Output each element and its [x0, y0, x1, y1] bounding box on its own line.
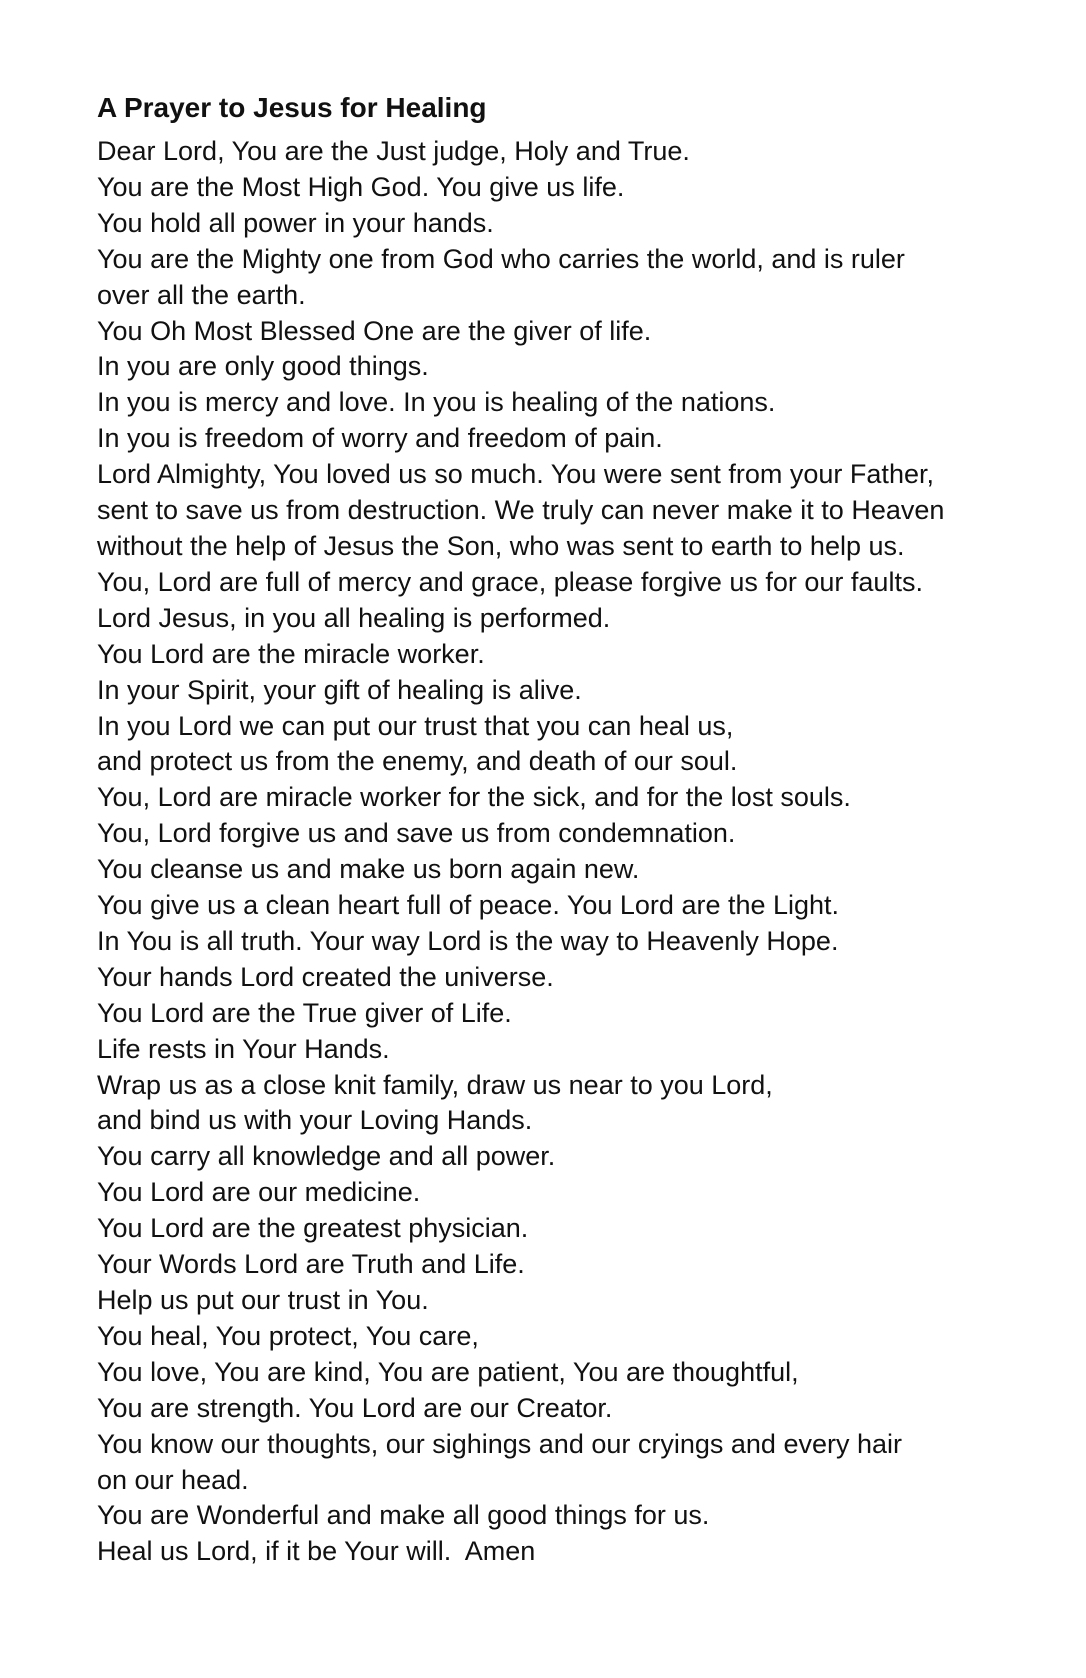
prayer-line: You are strength. You Lord are our Creator.: [97, 1392, 613, 1423]
prayer-line: You are Wonderful and make all good things for us.: [97, 1500, 710, 1531]
prayer-line: You are the Mighty one from God who carries the world, and is ruler: [97, 243, 905, 274]
prayer-line: without the help of Jesus the Son, who was sent to earth to help us.: [97, 530, 905, 561]
prayer-line: sent to save us from destruction. We truly can never make it to Heaven: [97, 495, 945, 526]
prayer-line: You Lord are our medicine.: [97, 1177, 421, 1208]
prayer-line: In your Spirit, your gift of healing is alive.: [97, 674, 582, 705]
prayer-line: Help us put our trust in You.: [97, 1285, 429, 1315]
prayer-line: You, Lord are miracle worker for the sick, and for the lost souls.: [97, 782, 851, 813]
prayer-line: You hold all power in your hands.: [97, 207, 494, 238]
prayer-line: You Lord are the True giver of Life.: [97, 997, 512, 1028]
prayer-line: You are the Most High God. You give us life.: [97, 171, 625, 202]
prayer-line: You carry all knowledge and all power.: [97, 1141, 556, 1172]
prayer-line: Lord Jesus, in you all healing is performed.: [97, 602, 611, 633]
prayer-line: You love, You are kind, You are patient, You are thoughtful,: [97, 1356, 799, 1387]
prayer-line: Lord Almighty, You loved us so much. You were sent from your Father,: [97, 459, 934, 490]
prayer-line: You Lord are the greatest physician.: [97, 1213, 529, 1244]
prayer-line: Your Words Lord are Truth and Life.: [97, 1249, 525, 1280]
prayer-line: You cleanse us and make us born again new.: [97, 854, 640, 885]
prayer-line: You know our thoughts, our sighings and our cryings and every hair: [97, 1428, 902, 1459]
prayer-line: In you Lord we can put our trust that you can heal us,: [97, 710, 734, 741]
prayer-line: You heal, You protect, You care,: [97, 1320, 479, 1351]
prayer-line: You, Lord forgive us and save us from condemnation.: [97, 818, 736, 849]
prayer-line: and protect us from the enemy, and death of our soul.: [97, 746, 738, 777]
prayer-line: on our head.: [97, 1464, 249, 1495]
prayer-line: In you is mercy and love. In you is healing of the nations.: [97, 387, 776, 418]
prayer-title: A Prayer to Jesus for Healing: [97, 92, 487, 123]
prayer-line: Life rests in Your Hands.: [97, 1033, 390, 1064]
prayer-line: In You is all truth. Your way Lord is the way to Heavenly Hope.: [97, 925, 839, 956]
prayer-line: In you are only good things.: [97, 351, 429, 382]
prayer-line: You Oh Most Blessed One are the giver of life.: [97, 315, 652, 346]
prayer-page: [97, 88, 1057, 1570]
prayer-line: Heal us Lord, if it be Your will. Amen: [97, 1536, 536, 1567]
prayer-line: Your hands Lord created the universe.: [97, 961, 554, 992]
prayer-line: In you is freedom of worry and freedom of pain.: [97, 423, 663, 454]
prayer-line: You, Lord are full of mercy and grace, please forgive us for our faults.: [97, 566, 923, 597]
prayer-line: You Lord are the miracle worker.: [97, 638, 485, 669]
prayer-line: over all the earth.: [97, 279, 306, 310]
prayer-line: You give us a clean heart full of peace. You Lord are the Light.: [97, 890, 840, 921]
prayer-body: [97, 134, 1057, 1570]
prayer-line: Wrap us as a close knit family, draw us near to you Lord,: [97, 1069, 773, 1100]
prayer-line: and bind us with your Loving Hands.: [97, 1105, 533, 1136]
prayer-line: Dear Lord, You are the Just judge, Holy and True.: [97, 136, 690, 166]
